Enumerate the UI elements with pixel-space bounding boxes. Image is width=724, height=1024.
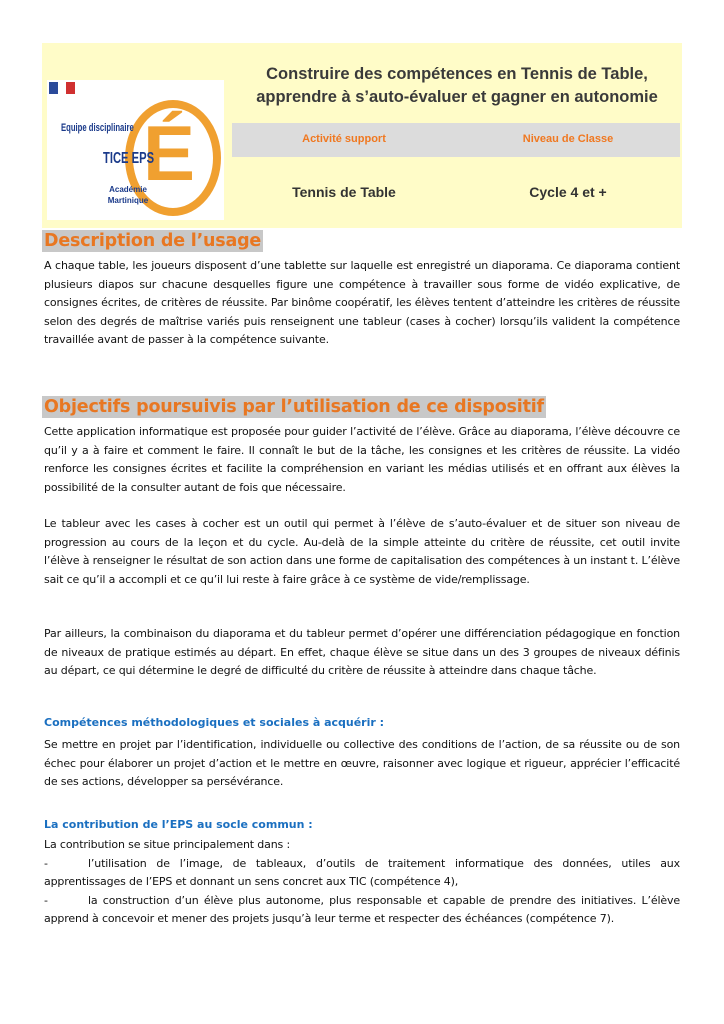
contribution-body xyxy=(44,836,680,929)
activity-value: Tennis de Table xyxy=(292,184,396,200)
header-box xyxy=(42,43,682,228)
list-item-text: la construction d’un élève plus autonome, plus responsable et capable de prendre des initiatives. L’élève apprend à concevoir et mener des projets jusqu’à leur terme et respecter des échéances (compétence 7). xyxy=(44,893,680,925)
level-label: Niveau de Classe xyxy=(522,133,614,145)
objectifs-paragraph-3: Par ailleurs, la combinaison du diaporama et du tableur permet d’opérer une différenciation pédagogique en fonction de niveaux de pratique estimés au départ. En effet, chaque élève se situe dans un des 3 groupes de niveaux définis au départ, ce qui détermine le degré de difficulté du critère de réussite à atteindre dans chaque tâche. xyxy=(44,627,680,677)
contribution-intro: La contribution se situe principalement dans : xyxy=(44,838,291,851)
title-line-2: apprendre à s’auto-évaluer et gagner en autonomie xyxy=(256,88,658,106)
logo-text-equipe: Equipe disciplinaire xyxy=(61,122,134,134)
list-item xyxy=(44,892,680,929)
page-title xyxy=(232,63,682,109)
list-item-text: l’utilisation de l’image, de tableaux, d’outils de traitement informatique des données, utiles aux apprentissages de l’EPS et donnant un sens concret aux TIC (compétence 4), xyxy=(44,856,680,888)
contribution-heading: La contribution de l’EPS au socle commun : xyxy=(44,818,313,831)
objectifs-paragraph-2: Le tableur avec les cases à cocher est un outil qui permet à l’élève de s’auto-évaluer et de situer son niveau de progression au cours de la leçon et du cycle. Au-delà de la simple atteinte du critère de réussite, cet outil invite l’élève à renseigner le résultat de son action dans une forme de capitalisation des compétences à un instant t. L’élève sait ce qu’il a accompli et ce qu’il lui reste à faire grâce à ce système de vide/remplissage. xyxy=(44,517,680,586)
logo-text-tice: TICE EPS xyxy=(103,150,155,167)
activity-label: Activité support xyxy=(302,133,386,145)
competences-heading: Compétences méthodologiques et sociales à acquérir : xyxy=(44,716,385,729)
logo xyxy=(47,80,224,220)
competences-text: Se mettre en projet par l’identification, individuelle ou collective des conditions de l’action, de sa réussite ou de son échec pour élaborer un projet d’action et le mettre en œuvre, raisonner avec logique et rigueur, apprécier l’efficacité de ses actions, développer sa persévérance. xyxy=(44,738,680,788)
bullet: - xyxy=(44,893,48,907)
description-heading: Description de l’usage xyxy=(44,231,262,251)
logo-letter: É xyxy=(143,109,196,197)
level-value: Cycle 4 et + xyxy=(529,184,607,200)
french-flag-icon xyxy=(49,82,75,94)
bullet: - xyxy=(44,856,48,870)
description-text: A chaque table, les joueurs disposent d’une tablette sur laquelle est enregistré un diaporama. Ce diaporama contient plusieurs diapos sur chacune desquelles figure une compétence à travailler sous forme de vidéo explicative, de consignes écrites, de critères de réussite. Par binôme coopératif, les élèves tentent d’atteindre les critères de réussite selon des degrés de maîtrise variés puis renseignent une tableur (cases à cocher) lorsqu’ils valident la compétence travaillée avant de passer à la compétence suivante. xyxy=(44,259,680,346)
objectifs-paragraph-1: Cette application informatique est proposée pour guider l’activité de l’élève. Grâce au diaporama, l’élève découvre ce qu’il y a à faire et comment le faire. Il connaît le but de la tâche, les consignes et les critères de réussite. La vidéo renforce les consignes écrites et facilite la compréhension en variant les médias utilisés et en offrant aux élèves la possibilité de la consulter autant de fois que nécessaire. xyxy=(44,425,680,494)
list-item xyxy=(44,855,680,892)
logo-text-academie: Académie Martinique xyxy=(107,185,149,205)
title-line-1: Construire des compétences en Tennis de Table, xyxy=(266,65,648,83)
objectifs-heading: Objectifs poursuivis par l’utilisation de ce dispositif xyxy=(44,397,544,417)
label-band xyxy=(232,123,680,157)
